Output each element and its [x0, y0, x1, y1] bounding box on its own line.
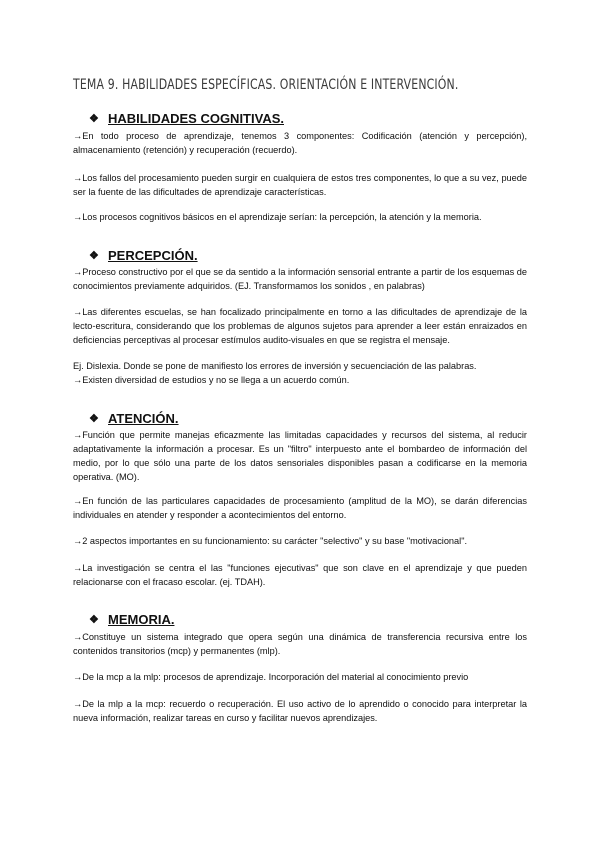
- section-heading-atencion: ❖ ATENCIÓN.: [89, 411, 179, 426]
- paragraph: →2 aspectos importantes en su funcionamiento: su carácter "selectivo" y su base "motivacional".: [73, 536, 468, 546]
- section-heading-habilidades: ❖ HABILIDADES COGNITIVAS.: [89, 111, 284, 126]
- diamond-bullet-icon: ❖: [89, 614, 99, 626]
- diamond-bullet-icon: ❖: [89, 413, 99, 425]
- paragraph: →En todo proceso de aprendizaje, tenemos 3 componentes: Codificación (atención y percepción), almacenamiento (retención) y recuperación (recuerdo).: [73, 131, 527, 155]
- diamond-bullet-icon: ❖: [89, 250, 99, 262]
- section-heading-percepcion: ❖ PERCEPCIÓN.: [89, 248, 198, 263]
- diamond-bullet-icon: ❖: [89, 113, 99, 125]
- paragraph: →Los fallos del procesamiento pueden surgir en cualquiera de estos tres componentes, lo que a su vez, puede ser la fuente de las dificultades de aprendizaje características.: [73, 173, 527, 197]
- paragraph: →La investigación se centra el las "funciones ejecutivas" que son clave en el aprendizaje y que pueden relacionarse con el fracaso escolar. (ej. TDAH).: [73, 563, 527, 587]
- paragraph: →De la mlp a la mcp: recuerdo o recuperación. El uso activo de lo aprendido o conocido para interpretar la nueva información, realizar tareas en curso y facilitar nuevos aprendizajes.: [73, 699, 527, 723]
- paragraph: →Los procesos cognitivos básicos en el aprendizaje serían: la percepción, la atención y la memoria.: [73, 212, 482, 222]
- paragraph: →Constituye un sistema integrado que opera según una dinámica de transferencia recursiva entre los contenidos transitorios (mcp) y permanentes (mlp).: [73, 632, 527, 656]
- paragraph: →Proceso constructivo por el que se da sentido a la información sensorial entrante a partir de los esquemas de conocimientos previamente adquiridos. (EJ. Transformamos los sonidos , en palabras): [73, 267, 528, 291]
- paragraph: →Función que permite manejas eficazmente las limitadas capacidades y recursos del sistema, al reducir adaptativamente la información a procesar. Es un "filtro" interpuesto ante el bombardeo de información del medio, por lo que sólo una parte de los datos sensoriales disponibles pasan a codificarse en la memoria operativa. (MO).: [73, 430, 527, 482]
- paragraph: →En función de las particulares capacidades de procesamiento (amplitud de la MO), se darán diferencias individuales en atender y responder a acontecimientos del entorno.: [73, 496, 527, 520]
- paragraph: →Existen diversidad de estudios y no se llega a un acuerdo común.: [73, 375, 350, 385]
- paragraph: →Las diferentes escuelas, se han focalizado principalmente en torno a las dificultades de aprendizaje de la lecto-escritura, considerando que los problemas de algunos sujetos para aprender a leer están enraizados en deficiencias perceptivas al procesar estímulos audito-visuales en que se registra el mensaje.: [73, 307, 527, 345]
- paragraph: →De la mcp a la mlp: procesos de aprendizaje. Incorporación del material al conocimiento previo: [73, 672, 469, 682]
- page-title: TEMA 9. HABILIDADES ESPECÍFICAS. ORIENTACIÓN E INTERVENCIÓN.: [73, 77, 459, 93]
- paragraph: Ej. Dislexia. Donde se pone de manifiesto los errores de inversión y secuenciación de las palabras.: [73, 361, 477, 371]
- section-heading-memoria: ❖ MEMORIA.: [89, 612, 175, 627]
